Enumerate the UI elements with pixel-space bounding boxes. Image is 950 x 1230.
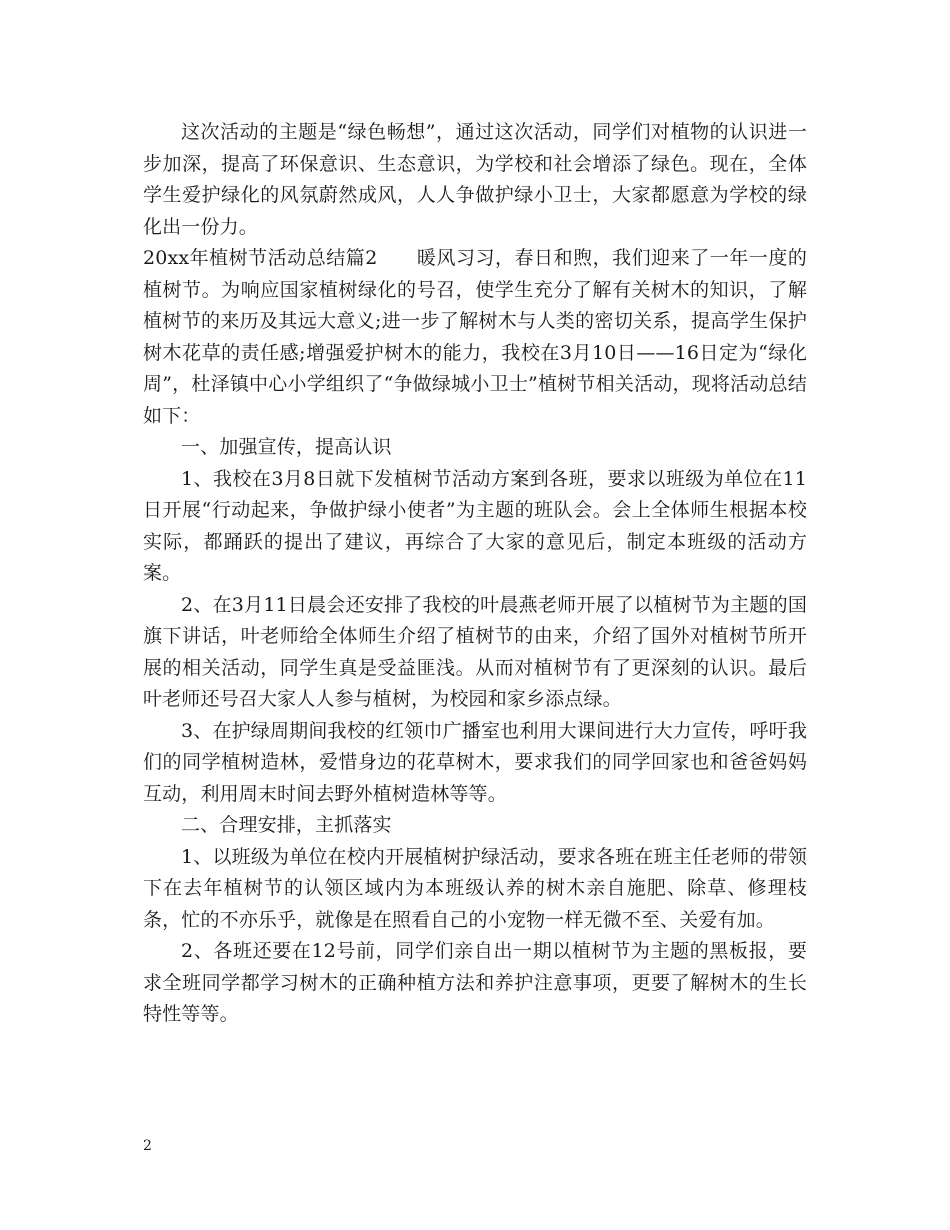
paragraph-part2-intro: 20xx年植树节活动总结篇2 暖风习习，春日和煦，我们迎来了一年一度的植树节。为响应国家植树绿化的号召，使学生充分了解有关树木的知识，了解植树节的来历及其远大意义;进一步了解树木与人类的密切关系，提高学生保护树木花草的责任感;增强爱护树木的能力，我校在3月10日——16日定为“绿化周”，杜泽镇中心小学组织了“争做绿城小卫士”植树节相关活动，现将活动总结如下： <box>143 247 807 427</box>
section-heading-arrangement: 二、合理安排，主抓落实 <box>181 814 392 836</box>
section-heading-publicity: 一、加强宣传，提高认识 <box>181 436 392 458</box>
document-body <box>143 117 807 1031</box>
paragraph-arrangement-2: 2、各班还要在12号前，同学们亲自出一期以植树节为主题的黑板报，要求全班同学都学习树木的正确种植方法和养护注意事项，更要了解树木的生长特性等等。 <box>143 940 807 1025</box>
paragraph-item-2: 2、在3月11日晨会还安排了我校的叶晨燕老师开展了以植树节为主题的国旗下讲话，叶老师给全体师生介绍了植树节的由来，介绍了国外对植树节所开展的相关活动，同学生真是受益匪浅。从而对植树节有了更深刻的认识。最后叶老师还号召大家人人参与植树，为校园和家乡添点绿。 <box>143 593 807 710</box>
paragraph-item-3: 3、在护绿周期间我校的红领巾广播室也利用大课间进行大力宣传，呼吁我们的同学植树造林，爱惜身边的花草树木，要求我们的同学回家也和爸爸妈妈互动，利用周末时间去野外植树造林等等。 <box>143 719 807 805</box>
paragraph-arrangement-1: 1、以班级为单位在校内开展植树护绿活动，要求各班在班主任老师的带领下在去年植树节的认领区域内为本班级认养的树木亲自施肥、除草、修理枝条，忙的不亦乐乎，就像是在照看自己的小宠物一样无微不至、关爱有加。 <box>143 845 807 931</box>
page-number: 2 <box>143 1138 152 1154</box>
paragraph-item-1: 1、我校在3月8日就下发植树节活动方案到各班，要求以班级为单位在11日开展“行动起来，争做护绿小使者”为主题的班队会。会上全体师生根据本校实际，都踊跃的提出了建议，再综合了大家的意见后，制定本班级的活动方案。 <box>143 467 807 584</box>
paragraph-theme-summary: 这次活动的主题是“绿色畅想”，通过这次活动，同学们对植物的认识进一步加深，提高了环保意识、生态意识，为学校和社会增添了绿色。现在，全体学生爱护绿化的风氛蔚然成风，人人争做护绿小卫士，大家都愿意为学校的绿化出一份力。 <box>143 121 807 238</box>
